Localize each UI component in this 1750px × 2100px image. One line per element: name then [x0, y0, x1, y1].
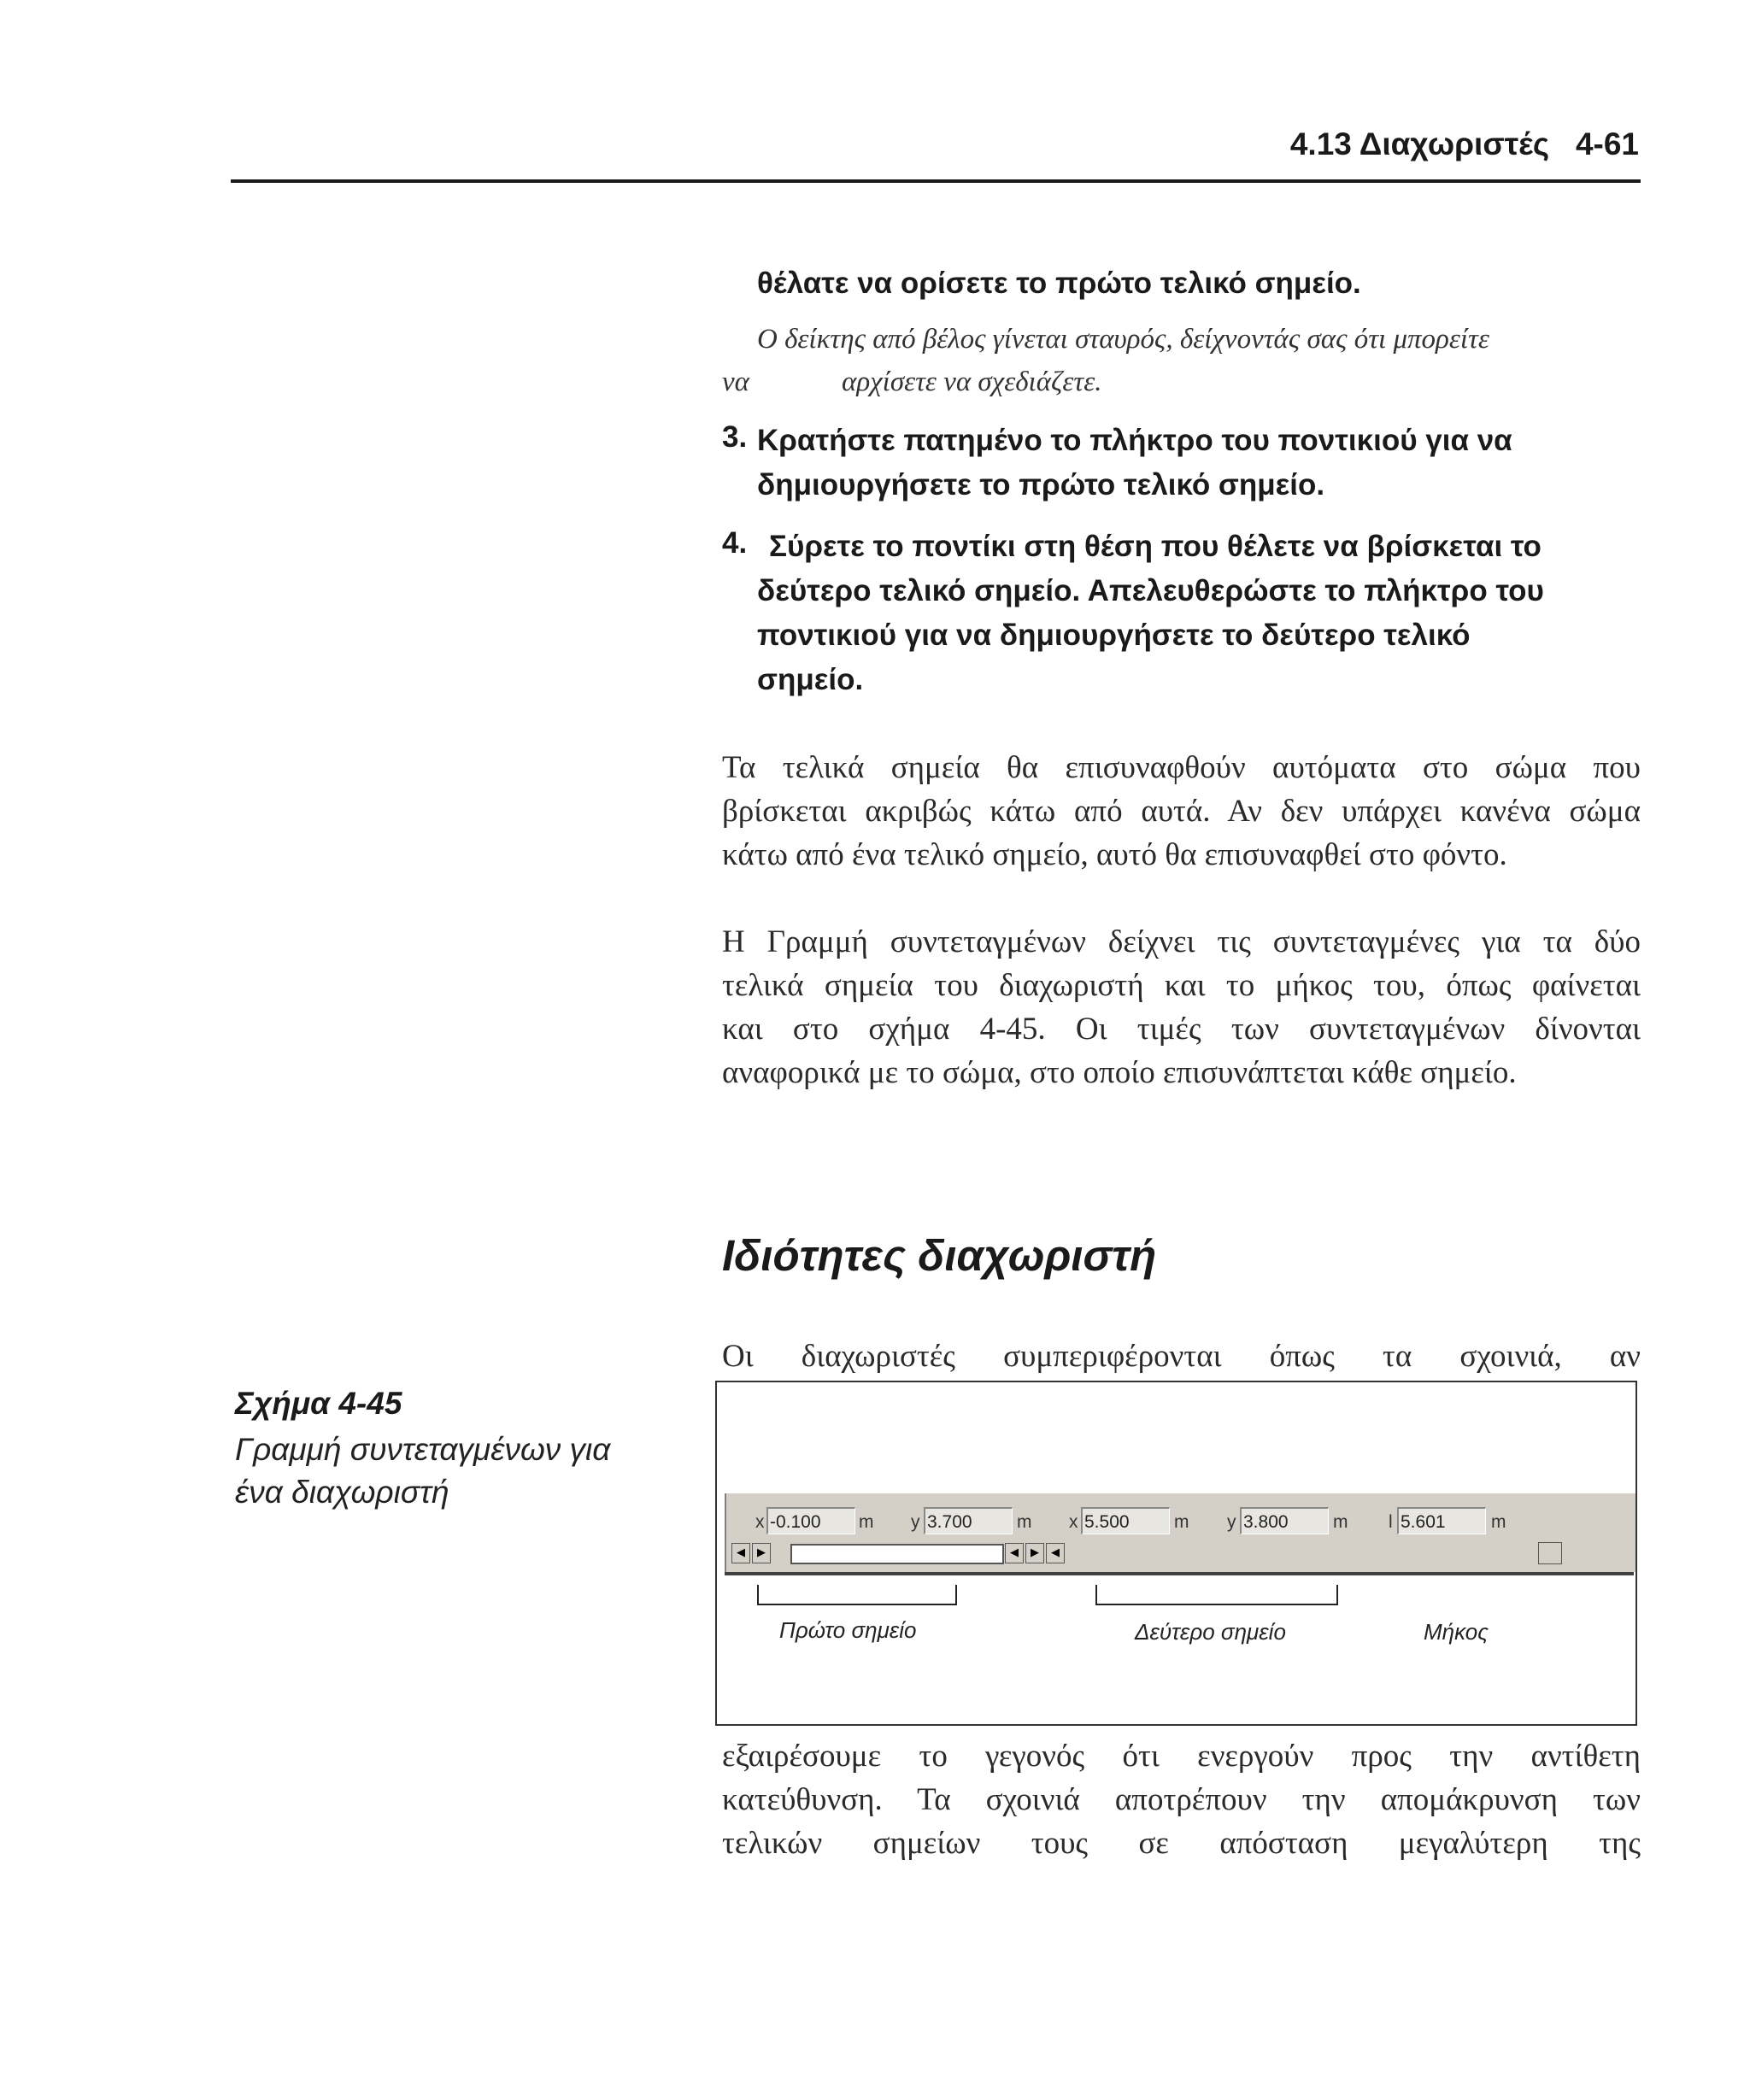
step-back-icon[interactable]: ◀ [1005, 1543, 1024, 1563]
step-4-line-3: ποντικιού για να δημιουργήσετε το δεύτερο τελικό [757, 619, 1471, 652]
figure-caption-line: ένα διαχωριστή [235, 1475, 449, 1510]
y2-unit: m [1333, 1512, 1348, 1532]
paragraph-1 [722, 746, 1641, 877]
coordinate-bar-edge [725, 1572, 1634, 1575]
paragraph-1-line: βρίσκεται ακριβώς κάτω από αυτά. Αν δεν υπάρχει κανένα σώμα [722, 794, 1641, 829]
x2-unit: m [1174, 1512, 1189, 1532]
paragraph-3-line: τελικών σημείων τους σε απόσταση μεγαλύτερη της [722, 1826, 1641, 1861]
scroll-right-icon[interactable]: ▶ [752, 1543, 771, 1563]
paragraph-3-first [722, 1334, 1641, 1378]
first-point-bracket [757, 1585, 957, 1605]
x1-field[interactable]: -0.100 [766, 1507, 855, 1534]
step-3-line-2: δημιουργήσετε το πρώτο τελικό σημείο. [757, 468, 1325, 502]
y2-field[interactable]: 3.800 [1240, 1507, 1329, 1534]
x2-label: x [1069, 1512, 1078, 1532]
running-head [1290, 126, 1639, 162]
length-unit: m [1491, 1512, 1506, 1532]
paragraph-1-line: κάτω από ένα τελικό σημείο, αυτό θα επισυναφθεί στο φόντο. [722, 837, 1507, 872]
italic-note-line-1: Ο δείκτης από βέλος γίνεται σταυρός, δείχνοντάς σας ότι μπορείτε [757, 324, 1489, 355]
italic-note-line-2a: να [722, 367, 749, 397]
figure-caption-title: Σχήμα 4-45 [235, 1386, 402, 1421]
header-rule [231, 179, 1641, 183]
paragraph-3-rest [722, 1734, 1641, 1865]
italic-note-line-2b: αρχίσετε να σχεδιάζετε. [842, 367, 1102, 397]
paragraph-1-line: Τα τελικά σημεία θα επισυναφθούν αυτόματα στο σώμα που [722, 750, 1641, 785]
length-field[interactable]: 5.601 [1397, 1507, 1486, 1534]
step-forward-icon[interactable]: ▶ [1025, 1543, 1044, 1563]
page-number: 4-61 [1575, 126, 1639, 161]
step-3-number: 3. [722, 420, 748, 454]
length-label-text: Μήκος [1424, 1619, 1489, 1645]
instruction-line-top: θέλατε να ορίσετε το πρώτο τελικό σημείο. [757, 267, 1361, 300]
paragraph-3-line: Οι διαχωριστές συμπεριφέρονται όπως τα σχοινιά, αν [722, 1339, 1641, 1374]
x2-field[interactable]: 5.500 [1081, 1507, 1170, 1534]
step-4-line-1: Σύρετε το ποντίκι στη θέση που θέλετε να βρίσκεται το [769, 530, 1542, 563]
section-title: 4.13 Διαχωριστές [1289, 126, 1550, 161]
second-point-label: Δεύτερο σημείο [1135, 1619, 1286, 1645]
paragraph-2-line: και στο σχήμα 4-45. Οι τιμές των συντεταγμένων δίνονται [722, 1012, 1641, 1047]
step-4-line-2: δεύτερο τελικό σημείο. Απελευθερώστε το πλήκτρο του [757, 574, 1544, 607]
paragraph-2 [722, 920, 1641, 1094]
y1-unit: m [1017, 1512, 1032, 1532]
step-4-line-4: σημείο. [757, 663, 864, 696]
time-slider-track[interactable] [790, 1544, 1004, 1564]
section-heading: Ιδιότητες διαχωριστή [722, 1231, 1157, 1280]
first-point-label: Πρώτο σημείο [779, 1617, 917, 1643]
step-4-number: 4. [722, 526, 748, 560]
paragraph-3-line: εξαιρέσουμε το γεγονός ότι ενεργούν προς την αντίθετη [722, 1739, 1641, 1774]
scroll-left-icon[interactable]: ◀ [731, 1543, 750, 1563]
step-3-line-1: Κρατήστε πατημένο το πλήκτρο του ποντικιού για να [757, 424, 1512, 457]
second-point-bracket [1095, 1585, 1338, 1605]
paragraph-2-line: τελικά σημεία του διαχωριστή και το μήκος του, όπως φαίνεται [722, 968, 1641, 1003]
length-label: l [1389, 1512, 1393, 1532]
figure-caption-line: Γραμμή συντεταγμένων για [235, 1432, 611, 1467]
y1-label: y [911, 1512, 920, 1532]
paragraph-2-line: αναφορικά με το σώμα, στο οποίο επισυνάπτεται κάθε σημείο. [722, 1055, 1517, 1090]
x1-unit: m [859, 1512, 874, 1532]
resize-handle[interactable] [1538, 1542, 1562, 1564]
figure-caption-text [235, 1428, 610, 1514]
paragraph-3-line: κατεύθυνση. Τα σχοινιά αποτρέπουν την απομάκρυνση των [722, 1782, 1641, 1817]
x1-label: x [755, 1512, 765, 1532]
paragraph-2-line: Η Γραμμή συντεταγμένων δείχνει τις συντεταγμένες για τα δύο [722, 924, 1641, 959]
step-end-icon[interactable]: ◀ [1046, 1543, 1065, 1563]
y1-field[interactable]: 3.700 [924, 1507, 1013, 1534]
y2-label: y [1227, 1512, 1236, 1532]
